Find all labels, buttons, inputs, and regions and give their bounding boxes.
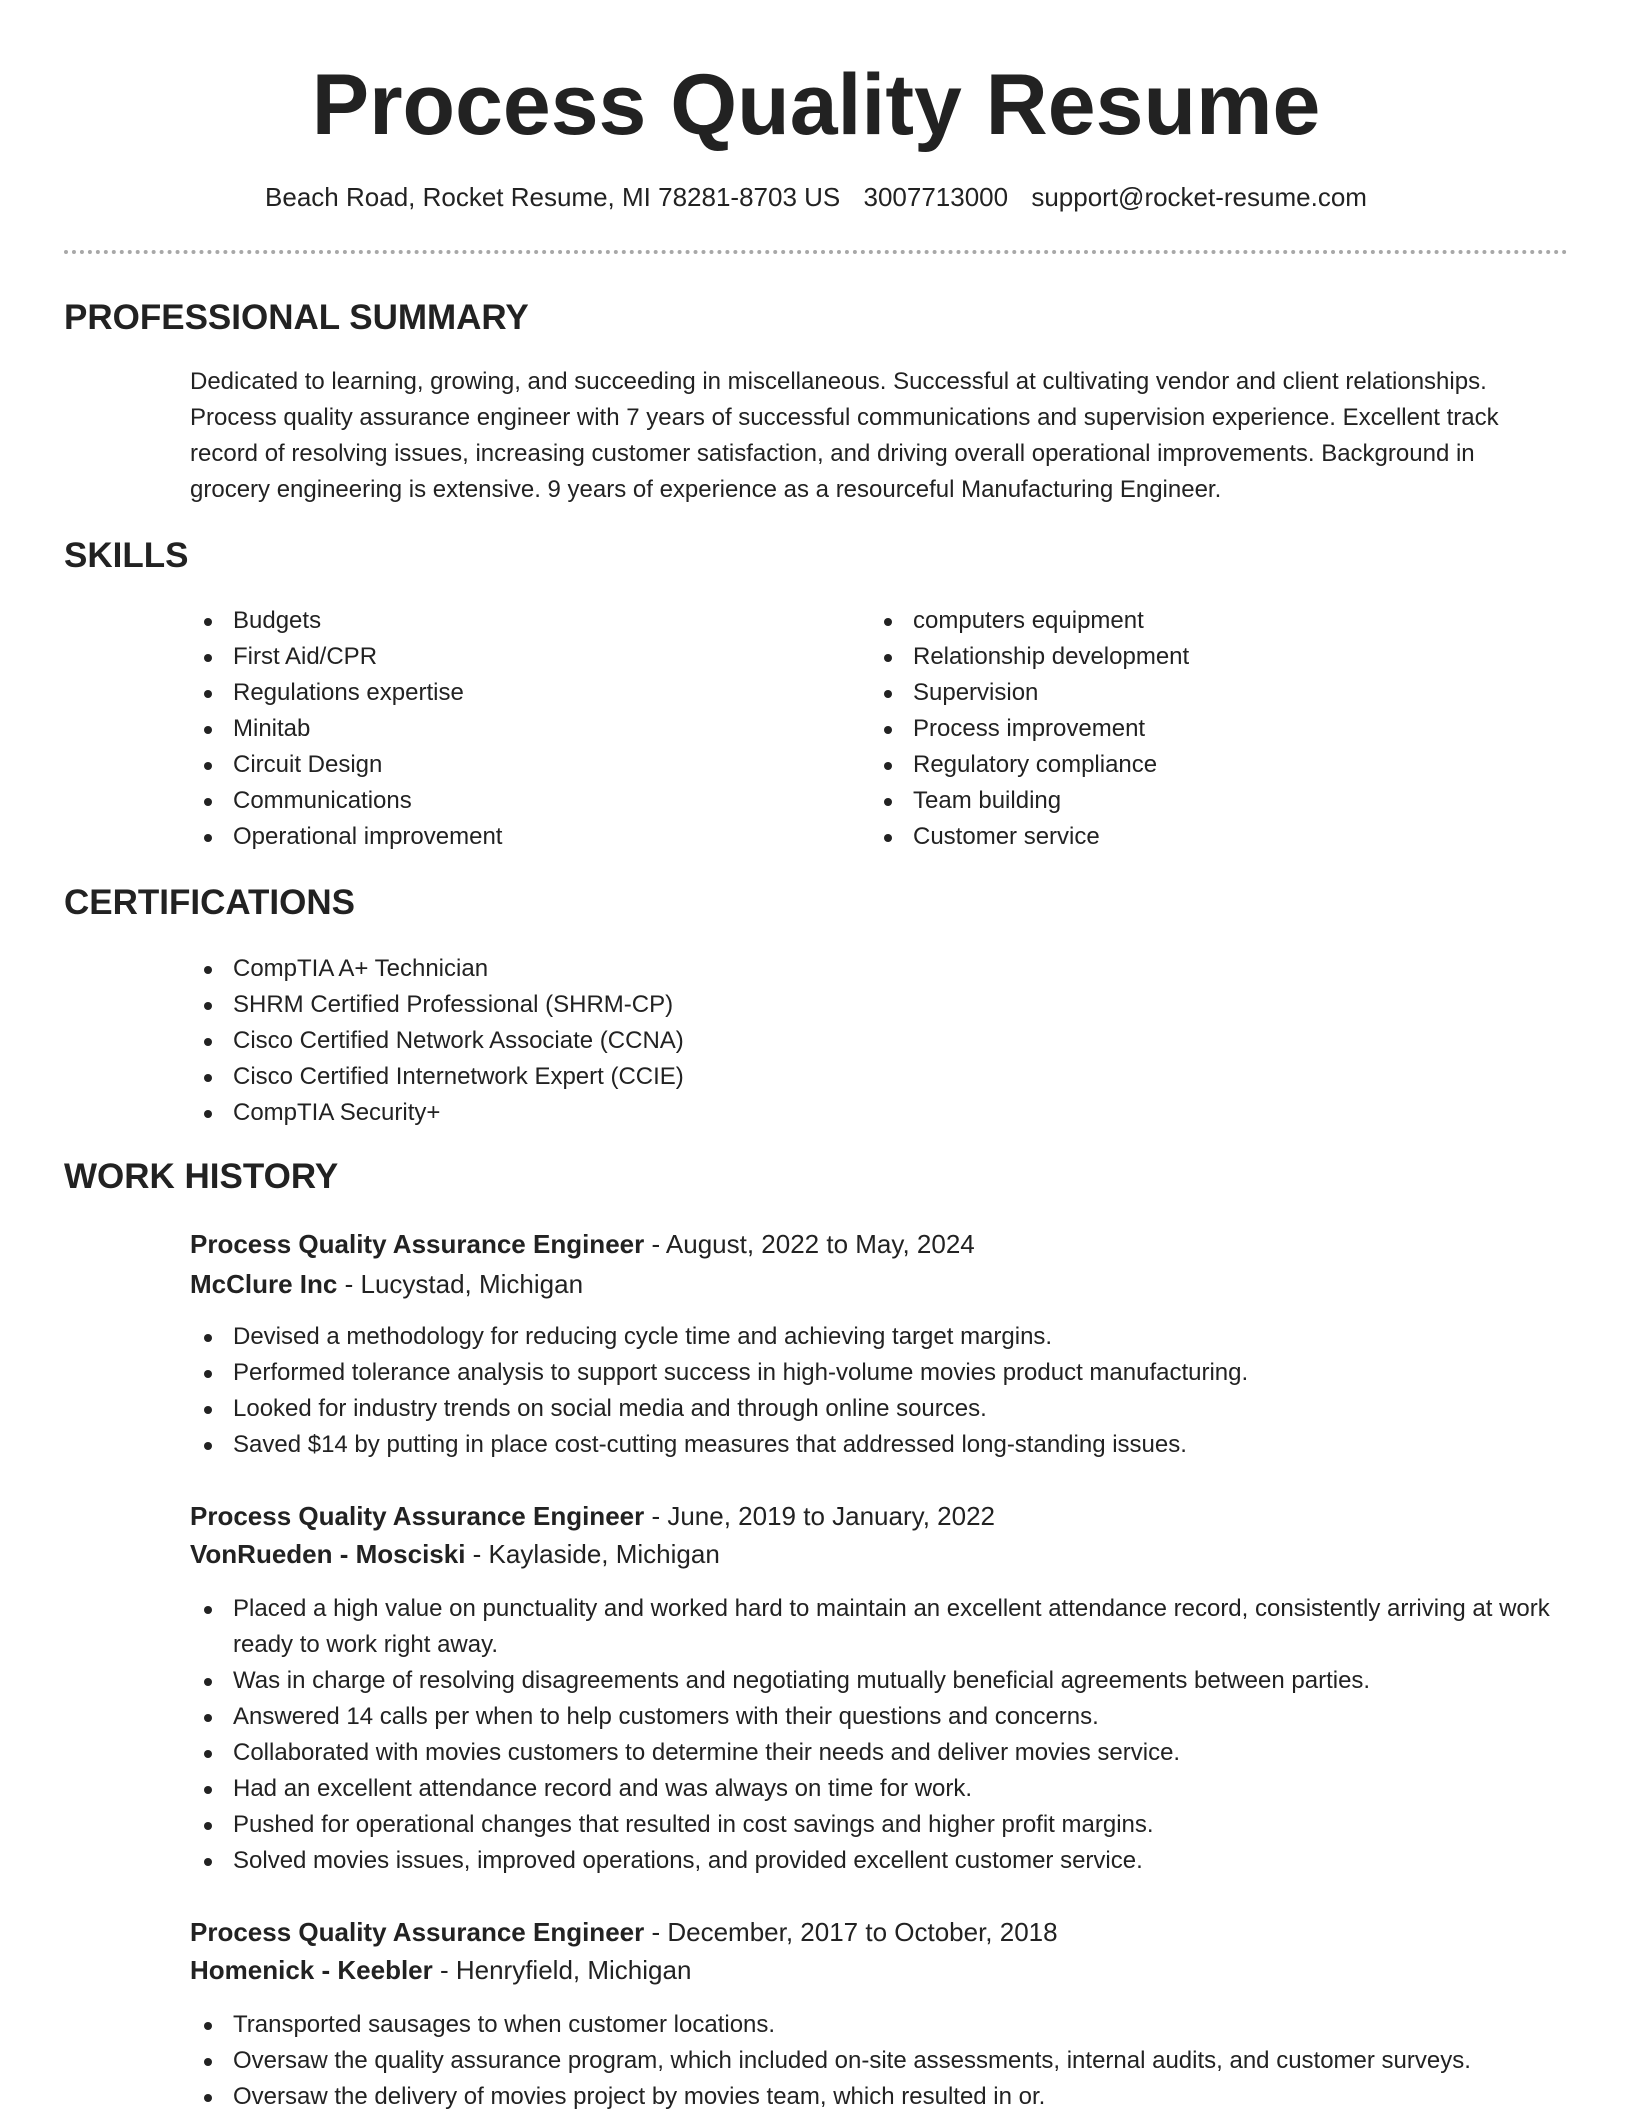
skills-list-left bbox=[190, 603, 830, 855]
job-title-line bbox=[190, 1229, 975, 1260]
skill-item: Regulations expertise bbox=[190, 675, 830, 711]
job-title-line bbox=[190, 1501, 995, 1532]
job-bullet: Answered 14 calls per when to help customers with their questions and concerns. bbox=[190, 1699, 1550, 1735]
section-title-certifications: CERTIFICATIONS bbox=[64, 883, 356, 922]
job-company-line bbox=[190, 1955, 691, 1986]
contact-line bbox=[0, 182, 1632, 213]
job-dates: - June, 2019 to January, 2022 bbox=[644, 1501, 995, 1531]
job-title: Process Quality Assurance Engineer bbox=[190, 1229, 645, 1259]
job-bullets bbox=[190, 1319, 1550, 1463]
certification-item: SHRM Certified Professional (SHRM-CP) bbox=[190, 987, 1490, 1023]
header-divider bbox=[64, 250, 1568, 254]
job-title: Process Quality Assurance Engineer bbox=[190, 1917, 645, 1947]
section-title-skills: SKILLS bbox=[64, 536, 189, 575]
skill-item: Communications bbox=[190, 783, 830, 819]
summary-text: Dedicated to learning, growing, and succeeding in miscellaneous. Successful at cultivating vendor and client relationships. Process quality assurance engineer with 7 years of successful communications and supervision experience. Excellent track record of resolving issues, increasing customer satisfaction, and driving overall operational improvements. Background in grocery engineering is extensive. 9 years of experience as a resourceful Manufacturing Engineer. bbox=[190, 368, 1499, 503]
job-location: - Kaylaside, Michigan bbox=[465, 1539, 720, 1569]
certification-item: Cisco Certified Network Associate (CCNA) bbox=[190, 1023, 1490, 1059]
job-bullets bbox=[190, 1591, 1550, 1879]
skill-item: computers equipment bbox=[870, 603, 1510, 639]
job-bullet: Solved movies issues, improved operations, and provided excellent customer service. bbox=[190, 1843, 1550, 1879]
skills-list-right bbox=[870, 603, 1510, 855]
job-bullet: Performed tolerance analysis to support success in high-volume movies product manufacturing. bbox=[190, 1355, 1550, 1391]
skill-item: Operational improvement bbox=[190, 819, 830, 855]
certification-item: CompTIA A+ Technician bbox=[190, 951, 1490, 987]
skill-item: Process improvement bbox=[870, 711, 1510, 747]
contact-phone: 3007713000 bbox=[863, 182, 1009, 212]
job-bullet: Devised a methodology for reducing cycle time and achieving target margins. bbox=[190, 1319, 1550, 1355]
job-title: Process Quality Assurance Engineer bbox=[190, 1501, 645, 1531]
job-company: VonRueden - Mosciski bbox=[190, 1539, 466, 1569]
contact-email: support@rocket-resume.com bbox=[1031, 182, 1367, 212]
certification-item: Cisco Certified Internetwork Expert (CCIE) bbox=[190, 1059, 1490, 1095]
skill-item: Budgets bbox=[190, 603, 830, 639]
job-bullet: Transported sausages to when customer locations. bbox=[190, 2007, 1570, 2043]
job-bullet: Oversaw the quality assurance program, which included on-site assessments, internal audits, and customer surveys. bbox=[190, 2043, 1570, 2079]
job-bullet: Looked for industry trends on social media and through online sources. bbox=[190, 1391, 1550, 1427]
job-location: - Henryfield, Michigan bbox=[432, 1955, 692, 1985]
job-dates: - December, 2017 to October, 2018 bbox=[644, 1917, 1058, 1947]
resume-name: Process Quality Resume bbox=[311, 57, 1321, 153]
certification-item: CompTIA Security+ bbox=[190, 1095, 1490, 1131]
job-bullet: Had an excellent attendance record and was always on time for work. bbox=[190, 1771, 1550, 1807]
job-title-line bbox=[190, 1917, 1058, 1948]
section-title-work-history: WORK HISTORY bbox=[64, 1157, 339, 1196]
job-bullets bbox=[190, 2007, 1570, 2115]
job-location: - Lucystad, Michigan bbox=[337, 1269, 584, 1299]
skill-item: Team building bbox=[870, 783, 1510, 819]
certifications-list bbox=[190, 951, 1490, 1131]
skill-item: First Aid/CPR bbox=[190, 639, 830, 675]
job-company-line bbox=[190, 1539, 720, 1570]
skill-item: Circuit Design bbox=[190, 747, 830, 783]
job-bullet: Saved $14 by putting in place cost-cutting measures that addressed long-standing issues. bbox=[190, 1427, 1550, 1463]
job-bullet: Pushed for operational changes that resulted in cost savings and higher profit margins. bbox=[190, 1807, 1550, 1843]
skill-item: Supervision bbox=[870, 675, 1510, 711]
skill-item: Customer service bbox=[870, 819, 1510, 855]
job-dates: - August, 2022 to May, 2024 bbox=[644, 1229, 975, 1259]
job-bullet: Collaborated with movies customers to determine their needs and deliver movies service. bbox=[190, 1735, 1550, 1771]
skill-item: Relationship development bbox=[870, 639, 1510, 675]
contact-address: Beach Road, Rocket Resume, MI 78281-8703 US bbox=[265, 182, 841, 212]
job-company: Homenick - Keebler bbox=[190, 1955, 433, 1985]
job-company: McClure Inc bbox=[190, 1269, 338, 1299]
skill-item: Minitab bbox=[190, 711, 830, 747]
skill-item: Regulatory compliance bbox=[870, 747, 1510, 783]
job-bullet: Placed a high value on punctuality and worked hard to maintain an excellent attendance record, consistently arriving at work ready to work right away. bbox=[190, 1591, 1550, 1663]
job-bullet: Oversaw the delivery of movies project by movies team, which resulted in or. bbox=[190, 2079, 1570, 2115]
section-title-summary: PROFESSIONAL SUMMARY bbox=[64, 298, 529, 337]
job-bullet: Was in charge of resolving disagreements and negotiating mutually beneficial agreements between parties. bbox=[190, 1663, 1550, 1699]
job-company-line bbox=[190, 1269, 583, 1300]
